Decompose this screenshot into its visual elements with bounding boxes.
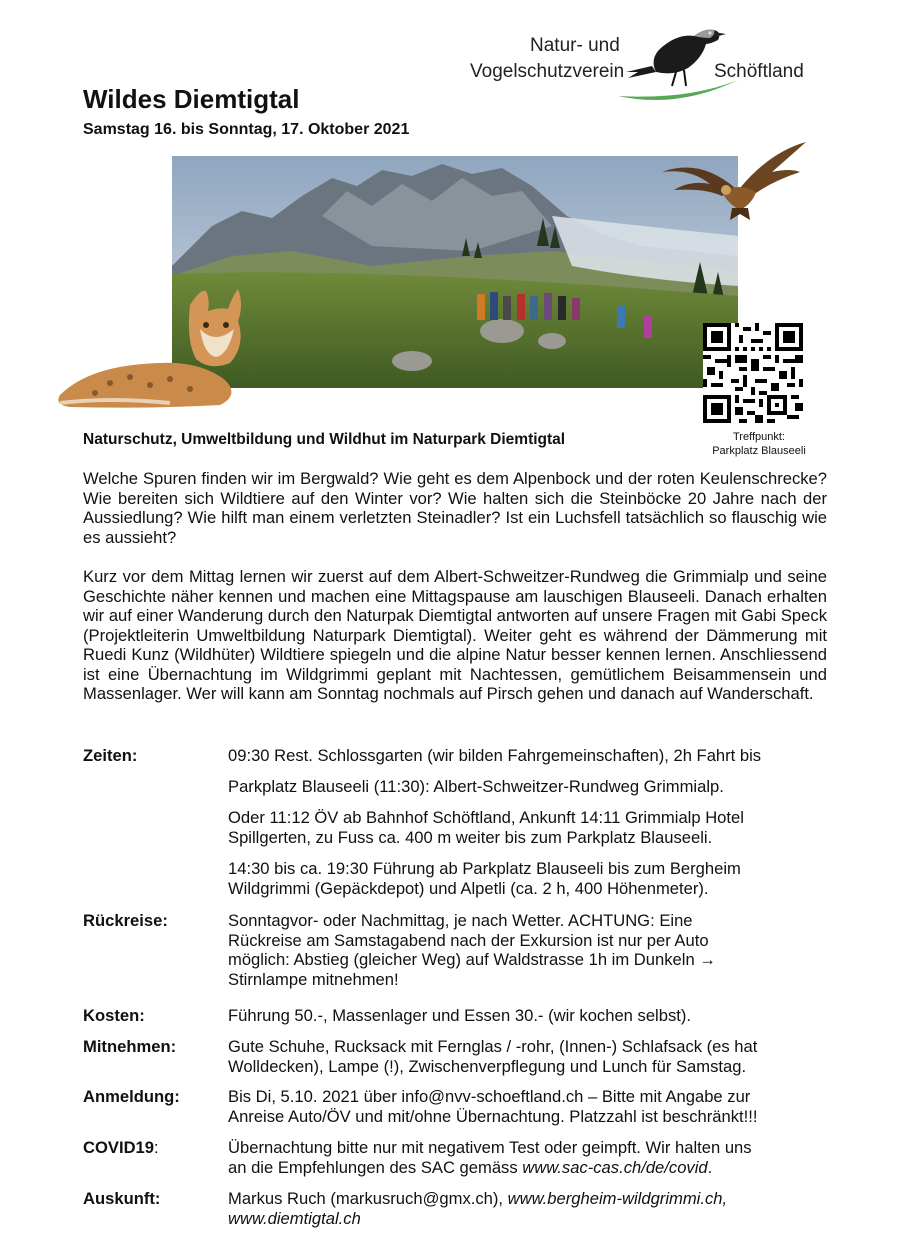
zeiten-value-4-line-2: Wildgrimmi (Gepäckdepot) und Alpetli (ca. 2 h, 400 Höhenmeter). — [228, 878, 709, 898]
rueckreise-label: Rückreise: — [83, 911, 168, 930]
auskunft-value — [228, 1189, 828, 1228]
kosten-label: Kosten: — [83, 1006, 145, 1025]
mitnehmen-value — [228, 1037, 828, 1076]
rueckreise-value — [228, 911, 828, 989]
covid-label — [83, 1138, 223, 1158]
auskunft-label: Auskunft: — [83, 1189, 161, 1208]
meeting-point-location: Parkplatz Blauseeli — [712, 445, 806, 457]
zeiten-value-3-line-2: Spillgerten, zu Fuss ca. 400 m weiter bis zum Parkplatz Blauseeli. — [228, 827, 713, 847]
rueckreise-line-3: möglich: Abstieg (gleicher Weg) auf Waldstrasse 1h im Dunkeln → — [228, 950, 716, 969]
mitnehmen-label: Mitnehmen: — [83, 1037, 177, 1056]
covid-label-text: COVID19 — [83, 1138, 155, 1157]
event-dates: Samstag 16. bis Sonntag, 17. Oktober 2021 — [83, 121, 410, 138]
covid-value — [228, 1138, 828, 1177]
sac-covid-link[interactable]: www.sac-cas.ch/de/covid — [522, 1157, 708, 1177]
zeiten-value-4 — [228, 859, 828, 898]
mitnehmen-line-1: Gute Schuhe, Rucksack mit Fernglas / -rohr, (Innen-) Schlafsack (es hat — [228, 1037, 758, 1056]
group-mountain-photo — [172, 156, 738, 388]
zeiten-label: Zeiten: — [83, 746, 138, 765]
zeiten-value-1: 09:30 Rest. Schlossgarten (wir bilden Fahrgemeinschaften), 2h Fahrt bis — [228, 746, 762, 765]
zeiten-value-2: Parkplatz Blauseeli (11:30): Albert-Schweitzer-Rundweg Grimmialp. — [228, 777, 724, 796]
bergheim-link[interactable]: www.bergheim-wildgrimmi.ch, — [507, 1189, 728, 1208]
zeiten-value-3 — [228, 808, 828, 847]
intro-paragraph: Welche Spuren finden wir im Bergwald? Wie geht es dem Alpenbock und der roten Keulenschrecke? Wie bereiten sich Wildtiere auf den Winter vor? Wie halten sich die Steinböcke 20 Jahre nach der Aussiedlung? Wie hilft man einem verletzten Steinadler? Ist ein Luchsfell tatsächlich so flauschig wie es aussieht? — [83, 469, 827, 547]
anmeldung-label: Anmeldung: — [83, 1087, 180, 1106]
auskunft-line-2 — [228, 1209, 828, 1229]
rueckreise-line-4: Stirnlampe mitnehmen! — [228, 969, 399, 989]
covid-line-2 — [228, 1158, 828, 1178]
anmeldung-value — [228, 1087, 828, 1126]
lynx-icon — [50, 285, 250, 410]
anmeldung-line-1: Bis Di, 5.10. 2021 über info@nvv-schoeftland.ch – Bitte mit Angabe zur — [228, 1087, 751, 1106]
covid-line-1: Übernachtung bitte nur mit negativem Test oder geimpft. Wir halten uns — [228, 1138, 752, 1157]
rueckreise-line-1: Sonntagvor- oder Nachmittag, je nach Wetter. ACHTUNG: Eine — [228, 911, 693, 930]
rueckreise-line-2: Rückreise am Samstagabend nach der Exkursion ist nur per Auto — [228, 930, 709, 950]
page-title: Wildes Diemtigtal — [83, 84, 300, 114]
anmeldung-line-2: Anreise Auto/ÖV und mit/ohne Übernachtung. Platzzahl ist beschränkt!!! — [228, 1106, 758, 1126]
program-paragraph: Kurz vor dem Mittag lernen wir zuerst auf dem Albert-Schweitzer-Rundweg die Grimmialp und seine Geschichte näher kennen und machen eine Mittagspause am lauschigen Blauseeli. Danach erhalten wir auf einer Wanderung durch den Naturpak Diemtigtal antworten auf unsere Fragen mit Gabi Speck (Projektleiterin Umweltbildung Naturpark Diemtigtal). Weiter geht es während der Dämmerung mit Ruedi Kunz (Wildhüter) Wildtiere spiegeln und die alpine Natur besser kennen lernen. Anschliessend ist eine Übernachtung im Wildgrimmi geplant mit Nachtessen, gemütlichem Beisammensein und Massenlager. Wer will kann am Sonntag nochmals auf Pirsch gehen und danach auf Wanderschaft. — [83, 567, 827, 703]
mitnehmen-line-2: Wolldecken), Lampe (!), Zwischenverpflegung und Lunch für Samstag. — [228, 1056, 747, 1076]
logo-line-3: Schöftland — [714, 61, 804, 82]
qr-code[interactable] — [703, 323, 803, 423]
zeiten-value-4-line-1: 14:30 bis ca. 19:30 Führung ab Parkplatz Blauseeli bis zum Bergheim — [228, 859, 741, 878]
zeiten-value-3-line-1: Oder 11:12 ÖV ab Bahnhof Schöftland, Ankunft 14:11 Grimmialp Hotel — [228, 808, 744, 827]
meeting-point-label: Treffpunkt: — [733, 431, 785, 443]
covid-line-2-text: an die Empfehlungen des SAC gemäss — [228, 1157, 523, 1177]
covid-line-2-end: . — [707, 1157, 713, 1177]
diemtigtal-link[interactable]: www.diemtigtal.ch — [228, 1208, 361, 1228]
auskunft-line-1 — [228, 1189, 828, 1209]
section-heading: Naturschutz, Umweltbildung und Wildhut im Naturpark Diemtigtal — [83, 431, 566, 448]
covid-label-colon: : — [154, 1138, 159, 1157]
club-logo — [470, 14, 810, 104]
logo-line-2: Vogelschutzverein — [470, 61, 625, 82]
meeting-point — [688, 430, 830, 458]
logo-line-1: Natur- und — [530, 35, 620, 56]
eagle-icon — [660, 138, 810, 220]
kosten-value: Führung 50.-, Massenlager und Essen 30.- (wir kochen selbst). — [228, 1006, 692, 1025]
auskunft-contact: Markus Ruch (markusruch@gmx.ch), — [228, 1189, 508, 1208]
jackdaw-bird-icon — [618, 14, 738, 104]
